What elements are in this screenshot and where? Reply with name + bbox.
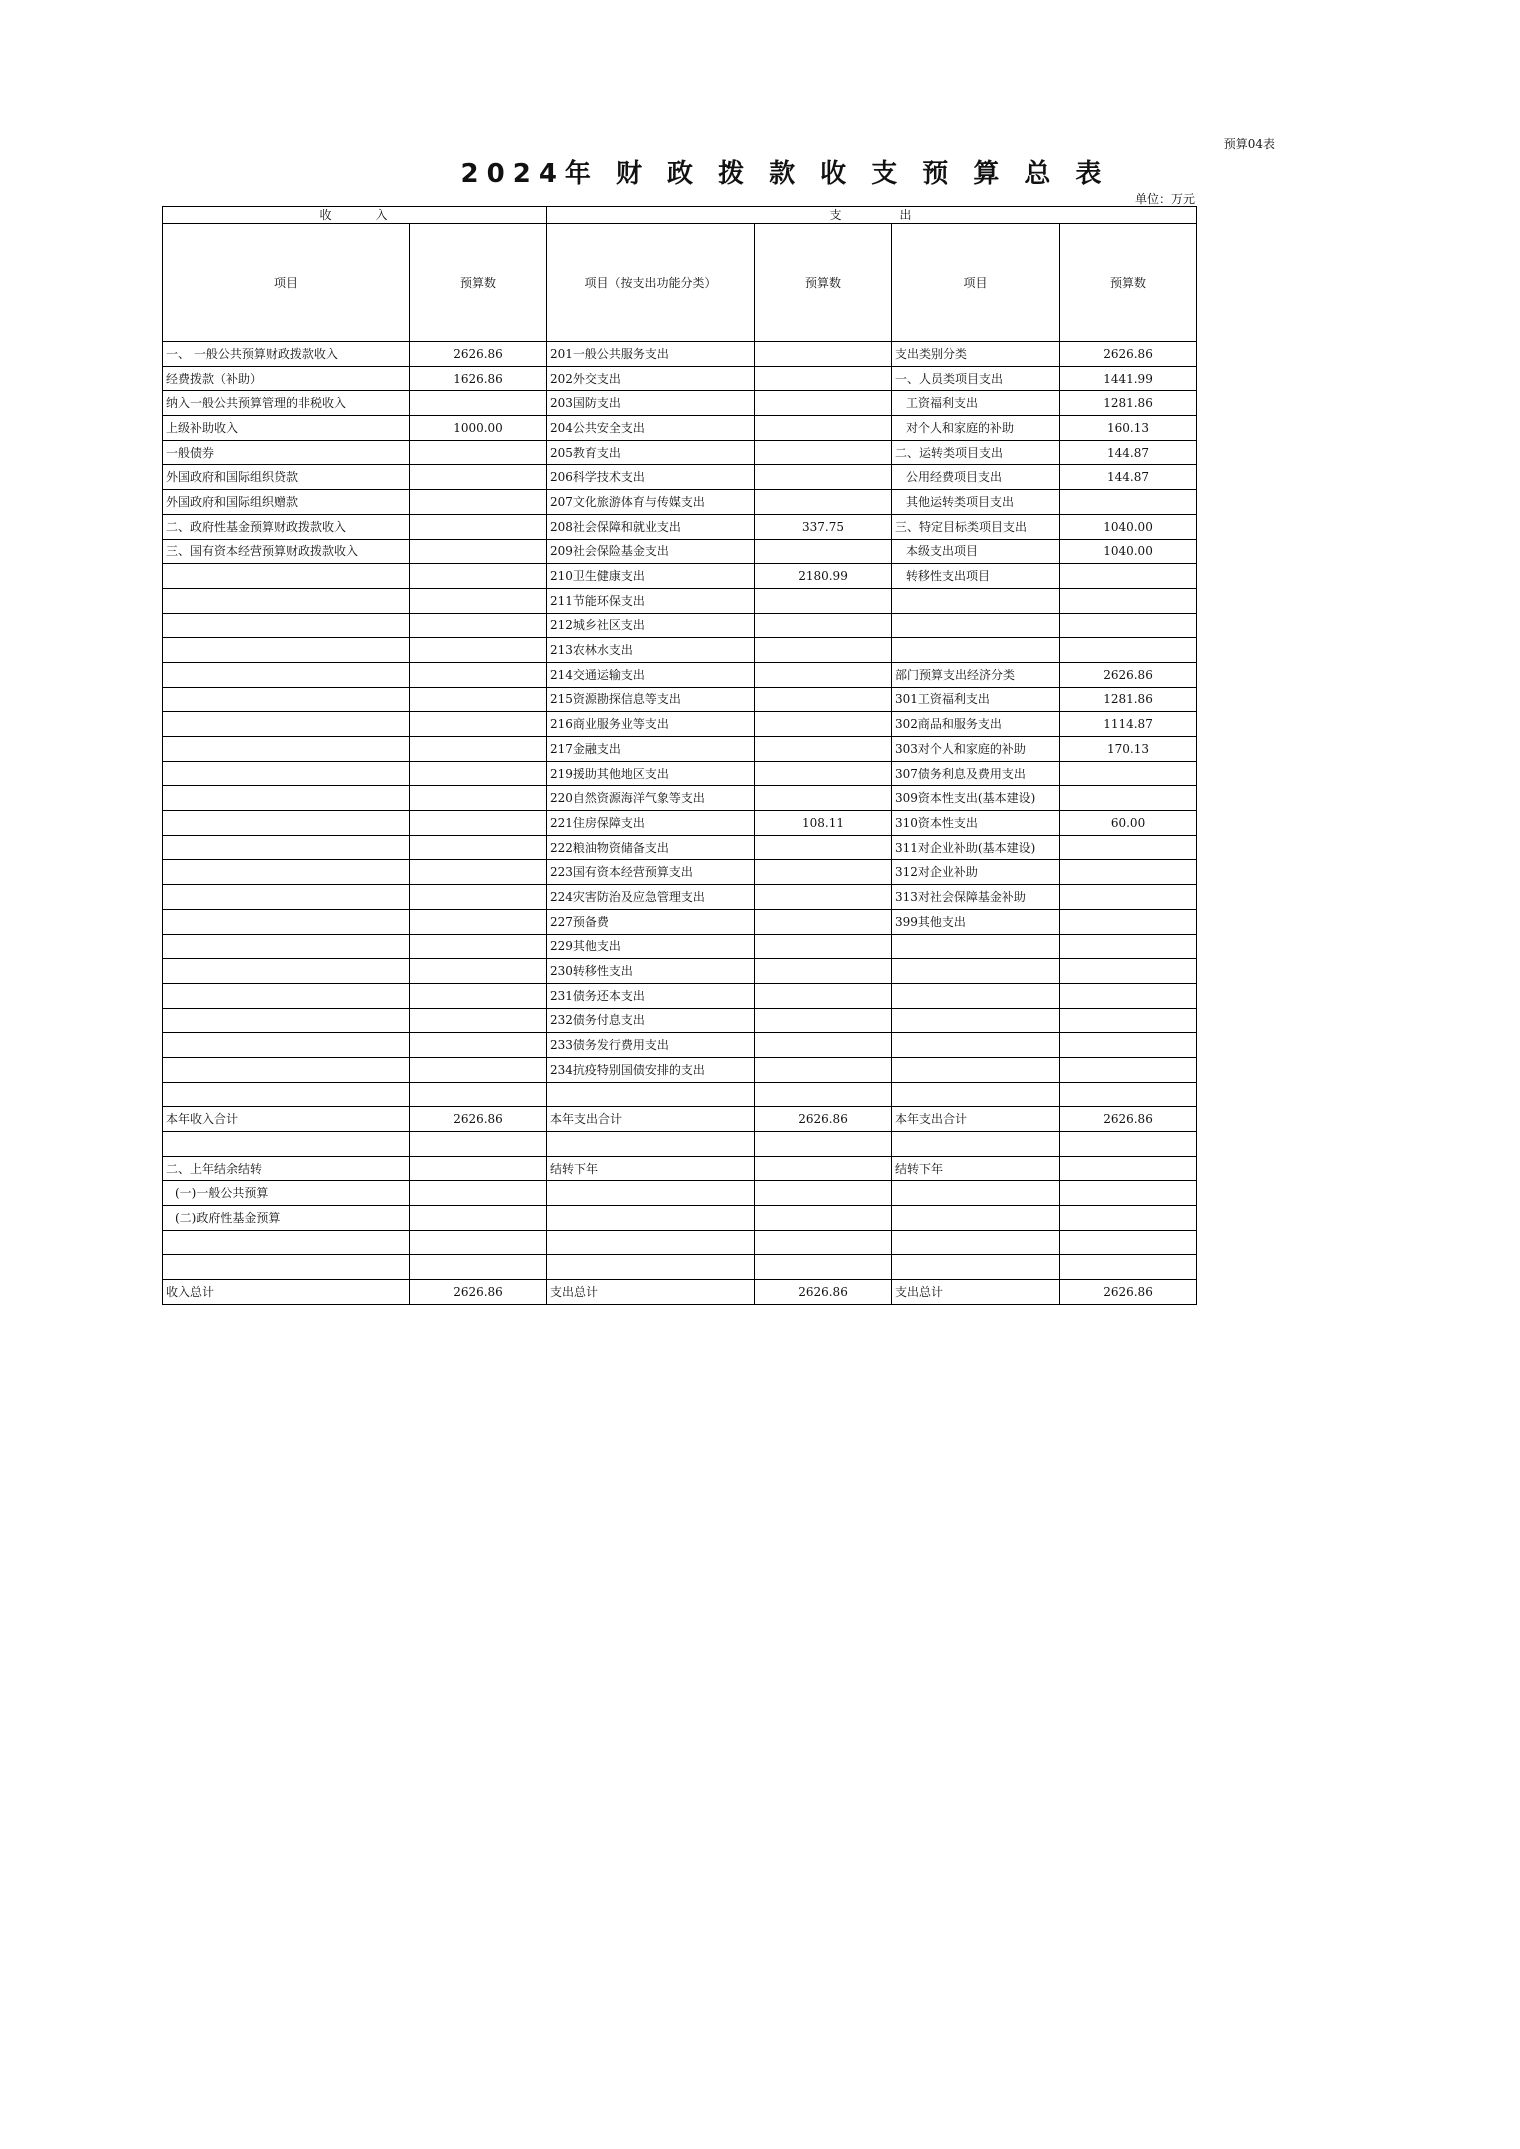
table-cell xyxy=(547,1230,755,1255)
table-cell: 214交通运输支出 xyxy=(547,662,755,687)
table-cell xyxy=(755,1206,892,1231)
table-cell: 311对企业补助(基本建设) xyxy=(892,835,1060,860)
table-cell: 2626.86 xyxy=(1060,1280,1197,1305)
table-cell: 收入总计 xyxy=(163,1280,410,1305)
table-cell xyxy=(410,1156,547,1181)
income-section-header: 收 入 xyxy=(163,207,547,224)
table-cell: 217金融支出 xyxy=(547,737,755,762)
table-cell: 外国政府和国际组织贷款 xyxy=(163,465,410,490)
table-cell xyxy=(1060,564,1197,589)
table-cell xyxy=(755,1181,892,1206)
table-cell: 212城乡社区支出 xyxy=(547,613,755,638)
table-cell xyxy=(755,1008,892,1033)
table-cell xyxy=(163,983,410,1008)
table-cell xyxy=(163,613,410,638)
table-cell: 220自然资源海洋气象等支出 xyxy=(547,786,755,811)
table-row xyxy=(163,465,1197,490)
table-cell xyxy=(755,416,892,441)
table-cell: 本年收入合计 xyxy=(163,1107,410,1132)
table-cell xyxy=(755,1255,892,1280)
table-cell: 204公共安全支出 xyxy=(547,416,755,441)
table-cell xyxy=(410,638,547,663)
table-cell xyxy=(1060,1008,1197,1033)
table-cell: 二、运转类项目支出 xyxy=(892,440,1060,465)
table-row xyxy=(163,391,1197,416)
table-row xyxy=(163,811,1197,836)
table-cell: 1441.99 xyxy=(1060,366,1197,391)
table-cell xyxy=(410,909,547,934)
table-cell: 312对企业补助 xyxy=(892,860,1060,885)
table-cell xyxy=(410,662,547,687)
table-cell: 219援助其他地区支出 xyxy=(547,761,755,786)
table-cell xyxy=(410,1181,547,1206)
table-cell: 309资本性支出(基本建设) xyxy=(892,786,1060,811)
table-cell xyxy=(1060,1033,1197,1058)
table-cell xyxy=(163,860,410,885)
table-cell xyxy=(410,514,547,539)
table-cell: 227预备费 xyxy=(547,909,755,934)
table-cell: 337.75 xyxy=(755,514,892,539)
table-cell xyxy=(755,687,892,712)
table-cell xyxy=(1060,1057,1197,1082)
table-cell xyxy=(163,959,410,984)
table-cell xyxy=(755,786,892,811)
table-row xyxy=(163,687,1197,712)
table-cell: 结转下年 xyxy=(892,1156,1060,1181)
table-cell: 部门预算支出经济分类 xyxy=(892,662,1060,687)
table-cell xyxy=(410,613,547,638)
table-cell xyxy=(163,662,410,687)
table-cell: 302商品和服务支出 xyxy=(892,712,1060,737)
table-cell xyxy=(163,687,410,712)
table-cell xyxy=(410,712,547,737)
table-cell: 205教育支出 xyxy=(547,440,755,465)
table-cell: 211节能环保支出 xyxy=(547,588,755,613)
table-cell: 1114.87 xyxy=(1060,712,1197,737)
table-cell: 经费拨款（补助） xyxy=(163,366,410,391)
table-cell: 303对个人和家庭的补助 xyxy=(892,737,1060,762)
table-cell xyxy=(410,983,547,1008)
page-title: 2024年 财 政 拨 款 收 支 预 算 总 表 xyxy=(460,159,1110,189)
table-cell xyxy=(163,712,410,737)
table-cell xyxy=(410,860,547,885)
budget-summary-table xyxy=(162,206,1197,1305)
table-cell xyxy=(163,1255,410,1280)
table-cell: 203国防支出 xyxy=(547,391,755,416)
table-cell: 2626.86 xyxy=(1060,662,1197,687)
table-cell: 144.87 xyxy=(1060,465,1197,490)
table-cell xyxy=(410,934,547,959)
table-cell xyxy=(755,1082,892,1107)
column-header: 项目 xyxy=(892,224,1060,342)
table-row xyxy=(163,712,1197,737)
table-cell xyxy=(755,737,892,762)
table-cell xyxy=(755,662,892,687)
table-cell xyxy=(755,959,892,984)
table-cell: 222粮油物资储备支出 xyxy=(547,835,755,860)
table-cell: 一般债券 xyxy=(163,440,410,465)
table-cell xyxy=(755,613,892,638)
table-cell xyxy=(1060,983,1197,1008)
table-cell: 2180.99 xyxy=(755,564,892,589)
table-cell xyxy=(163,885,410,910)
table-cell xyxy=(892,1132,1060,1157)
table-cell: 一、人员类项目支出 xyxy=(892,366,1060,391)
table-cell: 213农林水支出 xyxy=(547,638,755,663)
table-cell: 206科学技术支出 xyxy=(547,465,755,490)
table-cell: 202外交支出 xyxy=(547,366,755,391)
table-cell: 223国有资本经营预算支出 xyxy=(547,860,755,885)
table-cell xyxy=(163,786,410,811)
table-cell xyxy=(1060,1230,1197,1255)
table-cell: 221住房保障支出 xyxy=(547,811,755,836)
table-row xyxy=(163,416,1197,441)
table-cell: 三、国有资本经营预算财政拨款收入 xyxy=(163,539,410,564)
table-cell xyxy=(163,934,410,959)
table-cell: 公用经费项目支出 xyxy=(892,465,1060,490)
table-cell xyxy=(410,1033,547,1058)
table-cell: 307债务利息及费用支出 xyxy=(892,761,1060,786)
table-cell: 一、 一般公共预算财政拨款收入 xyxy=(163,342,410,367)
table-row xyxy=(163,440,1197,465)
table-cell: 本年支出合计 xyxy=(892,1107,1060,1132)
table-cell xyxy=(1060,860,1197,885)
table-cell: 201一般公共服务支出 xyxy=(547,342,755,367)
table-cell xyxy=(163,761,410,786)
table-cell xyxy=(755,909,892,934)
table-row xyxy=(163,786,1197,811)
table-row xyxy=(163,959,1197,984)
table-cell xyxy=(547,1181,755,1206)
table-cell xyxy=(1060,1181,1197,1206)
table-cell xyxy=(410,440,547,465)
table-cell xyxy=(163,1033,410,1058)
table-cell xyxy=(892,1057,1060,1082)
table-cell xyxy=(1060,1082,1197,1107)
table-cell xyxy=(755,588,892,613)
table-cell xyxy=(892,1082,1060,1107)
table-cell: 本年支出合计 xyxy=(547,1107,755,1132)
table-cell xyxy=(892,638,1060,663)
table-cell xyxy=(410,835,547,860)
table-cell: 其他运转类项目支出 xyxy=(892,490,1060,515)
table-cell xyxy=(1060,490,1197,515)
table-row xyxy=(163,761,1197,786)
table-cell xyxy=(1060,613,1197,638)
table-cell xyxy=(755,860,892,885)
expenditure-section-header: 支 出 xyxy=(547,207,1197,224)
table-cell xyxy=(410,1008,547,1033)
table-cell: 144.87 xyxy=(1060,440,1197,465)
table-cell: 工资福利支出 xyxy=(892,391,1060,416)
table-row xyxy=(163,1082,1197,1107)
table-cell xyxy=(410,588,547,613)
table-cell xyxy=(547,1255,755,1280)
table-cell xyxy=(1060,588,1197,613)
table-cell xyxy=(755,835,892,860)
table-cell xyxy=(892,1206,1060,1231)
column-header: 项目 xyxy=(163,224,410,342)
table-cell xyxy=(892,1255,1060,1280)
table-cell xyxy=(1060,1156,1197,1181)
table-cell xyxy=(755,1132,892,1157)
table-cell: 216商业服务业等支出 xyxy=(547,712,755,737)
table-cell xyxy=(1060,1206,1197,1231)
table-cell: 229其他支出 xyxy=(547,934,755,959)
table-cell xyxy=(755,712,892,737)
table-cell xyxy=(892,983,1060,1008)
table-row xyxy=(163,638,1197,663)
table-cell xyxy=(1060,835,1197,860)
table-cell: 三、特定目标类项目支出 xyxy=(892,514,1060,539)
table-row xyxy=(163,1107,1197,1132)
table-cell: 2626.86 xyxy=(755,1280,892,1305)
table-cell xyxy=(163,1057,410,1082)
table-cell: 399其他支出 xyxy=(892,909,1060,934)
table-row xyxy=(163,490,1197,515)
table-cell: (一)一般公共预算 xyxy=(163,1181,410,1206)
table-cell xyxy=(410,687,547,712)
table-row xyxy=(163,662,1197,687)
table-cell: (二)政府性基金预算 xyxy=(163,1206,410,1231)
table-row xyxy=(163,860,1197,885)
table-cell xyxy=(163,1230,410,1255)
table-cell xyxy=(755,490,892,515)
table-cell xyxy=(410,885,547,910)
table-cell: 60.00 xyxy=(1060,811,1197,836)
table-cell: 本级支出项目 xyxy=(892,539,1060,564)
table-cell: 1281.86 xyxy=(1060,687,1197,712)
table-cell: 1626.86 xyxy=(410,366,547,391)
table-row xyxy=(163,1008,1197,1033)
table-cell: 170.13 xyxy=(1060,737,1197,762)
table-cell xyxy=(410,959,547,984)
table-cell xyxy=(755,761,892,786)
table-cell xyxy=(410,564,547,589)
table-cell xyxy=(1060,638,1197,663)
table-cell: 210卫生健康支出 xyxy=(547,564,755,589)
table-cell xyxy=(547,1132,755,1157)
table-cell xyxy=(410,1057,547,1082)
table-cell: 108.11 xyxy=(755,811,892,836)
column-header: 项目（按支出功能分类） xyxy=(547,224,755,342)
table-cell: 二、政府性基金预算财政拨款收入 xyxy=(163,514,410,539)
table-cell xyxy=(1060,786,1197,811)
table-row xyxy=(163,909,1197,934)
table-cell: 2626.86 xyxy=(1060,1107,1197,1132)
table-cell xyxy=(410,1132,547,1157)
table-cell xyxy=(163,588,410,613)
table-cell xyxy=(163,909,410,934)
table-row xyxy=(163,1280,1197,1305)
table-cell xyxy=(410,1082,547,1107)
table-cell xyxy=(410,490,547,515)
table-cell: 1281.86 xyxy=(1060,391,1197,416)
table-cell xyxy=(410,737,547,762)
table-cell xyxy=(163,811,410,836)
table-cell xyxy=(755,391,892,416)
table-cell: 1000.00 xyxy=(410,416,547,441)
table-cell: 支出类别分类 xyxy=(892,342,1060,367)
table-cell xyxy=(410,761,547,786)
table-row xyxy=(163,1230,1197,1255)
table-cell xyxy=(410,539,547,564)
table-cell xyxy=(163,1132,410,1157)
table-cell: 1040.00 xyxy=(1060,539,1197,564)
table-cell xyxy=(892,1230,1060,1255)
table-cell xyxy=(410,1255,547,1280)
table-cell: 310资本性支出 xyxy=(892,811,1060,836)
table-row xyxy=(163,1181,1197,1206)
table-cell: 结转下年 xyxy=(547,1156,755,1181)
table-row xyxy=(163,737,1197,762)
table-cell xyxy=(755,342,892,367)
table-cell xyxy=(1060,934,1197,959)
table-cell: 对个人和家庭的补助 xyxy=(892,416,1060,441)
table-cell: 224灾害防治及应急管理支出 xyxy=(547,885,755,910)
column-header: 预算数 xyxy=(410,224,547,342)
table-cell xyxy=(755,885,892,910)
table-cell: 支出总计 xyxy=(892,1280,1060,1305)
table-cell: 301工资福利支出 xyxy=(892,687,1060,712)
table-cell xyxy=(1060,885,1197,910)
table-cell xyxy=(755,539,892,564)
table-cell xyxy=(892,588,1060,613)
table-cell xyxy=(1060,1132,1197,1157)
table-cell: 转移性支出项目 xyxy=(892,564,1060,589)
table-cell xyxy=(547,1206,755,1231)
table-row xyxy=(163,1132,1197,1157)
table-cell xyxy=(163,1008,410,1033)
table-cell xyxy=(755,366,892,391)
table-cell: 1040.00 xyxy=(1060,514,1197,539)
table-cell: 233债务发行费用支出 xyxy=(547,1033,755,1058)
table-cell xyxy=(1060,761,1197,786)
table-cell xyxy=(163,1082,410,1107)
table-row xyxy=(163,588,1197,613)
table-cell xyxy=(163,564,410,589)
table-cell xyxy=(755,1230,892,1255)
table-cell: 上级补助收入 xyxy=(163,416,410,441)
column-header: 预算数 xyxy=(755,224,892,342)
table-cell: 160.13 xyxy=(1060,416,1197,441)
table-cell: 外国政府和国际组织赠款 xyxy=(163,490,410,515)
table-cell xyxy=(547,1082,755,1107)
form-code: 预算04表 xyxy=(1223,137,1275,151)
column-header-row xyxy=(163,224,1197,342)
table-cell xyxy=(410,391,547,416)
table-cell xyxy=(410,465,547,490)
table-row xyxy=(163,1255,1197,1280)
table-cell xyxy=(755,1156,892,1181)
table-cell xyxy=(163,638,410,663)
table-cell xyxy=(755,1057,892,1082)
table-cell: 2626.86 xyxy=(1060,342,1197,367)
table-cell: 209社会保险基金支出 xyxy=(547,539,755,564)
table-row xyxy=(163,885,1197,910)
table-cell: 231债务还本支出 xyxy=(547,983,755,1008)
section-header-row xyxy=(163,207,1197,224)
table-cell xyxy=(892,1008,1060,1033)
table-cell: 230转移性支出 xyxy=(547,959,755,984)
table-cell: 2626.86 xyxy=(410,1107,547,1132)
table-row xyxy=(163,1206,1197,1231)
table-cell: 208社会保障和就业支出 xyxy=(547,514,755,539)
table-cell xyxy=(1060,1255,1197,1280)
table-cell xyxy=(892,613,1060,638)
table-cell xyxy=(410,811,547,836)
table-cell xyxy=(892,959,1060,984)
table-row xyxy=(163,1156,1197,1181)
table-cell xyxy=(755,1033,892,1058)
table-cell: 207文化旅游体育与传媒支出 xyxy=(547,490,755,515)
table-cell xyxy=(163,737,410,762)
table-row xyxy=(163,934,1197,959)
table-cell xyxy=(892,934,1060,959)
table-row xyxy=(163,366,1197,391)
table-row xyxy=(163,342,1197,367)
unit-label: 单位：万元 xyxy=(1134,192,1195,206)
table-cell xyxy=(410,1206,547,1231)
table-row xyxy=(163,1033,1197,1058)
table-cell: 232债务付息支出 xyxy=(547,1008,755,1033)
table-cell xyxy=(755,465,892,490)
table-cell: 2626.86 xyxy=(410,1280,547,1305)
table-cell: 二、上年结余结转 xyxy=(163,1156,410,1181)
table-cell xyxy=(1060,909,1197,934)
table-cell xyxy=(755,934,892,959)
table-row xyxy=(163,514,1197,539)
table-cell: 313对社会保障基金补助 xyxy=(892,885,1060,910)
table-row xyxy=(163,539,1197,564)
table-cell: 支出总计 xyxy=(547,1280,755,1305)
table-row xyxy=(163,835,1197,860)
table-row xyxy=(163,983,1197,1008)
table-cell xyxy=(755,440,892,465)
table-cell: 215资源勘探信息等支出 xyxy=(547,687,755,712)
table-cell xyxy=(410,1230,547,1255)
table-cell: 2626.86 xyxy=(410,342,547,367)
table-cell xyxy=(755,638,892,663)
table-cell xyxy=(892,1033,1060,1058)
table-cell xyxy=(1060,959,1197,984)
table-cell: 2626.86 xyxy=(755,1107,892,1132)
column-header: 预算数 xyxy=(1060,224,1197,342)
table-cell xyxy=(410,786,547,811)
table-cell: 234抗疫特别国债安排的支出 xyxy=(547,1057,755,1082)
table-row xyxy=(163,1057,1197,1082)
table-cell xyxy=(892,1181,1060,1206)
table-row xyxy=(163,613,1197,638)
table-cell xyxy=(755,983,892,1008)
table-cell xyxy=(163,835,410,860)
table-row xyxy=(163,564,1197,589)
table-cell: 纳入一般公共预算管理的非税收入 xyxy=(163,391,410,416)
